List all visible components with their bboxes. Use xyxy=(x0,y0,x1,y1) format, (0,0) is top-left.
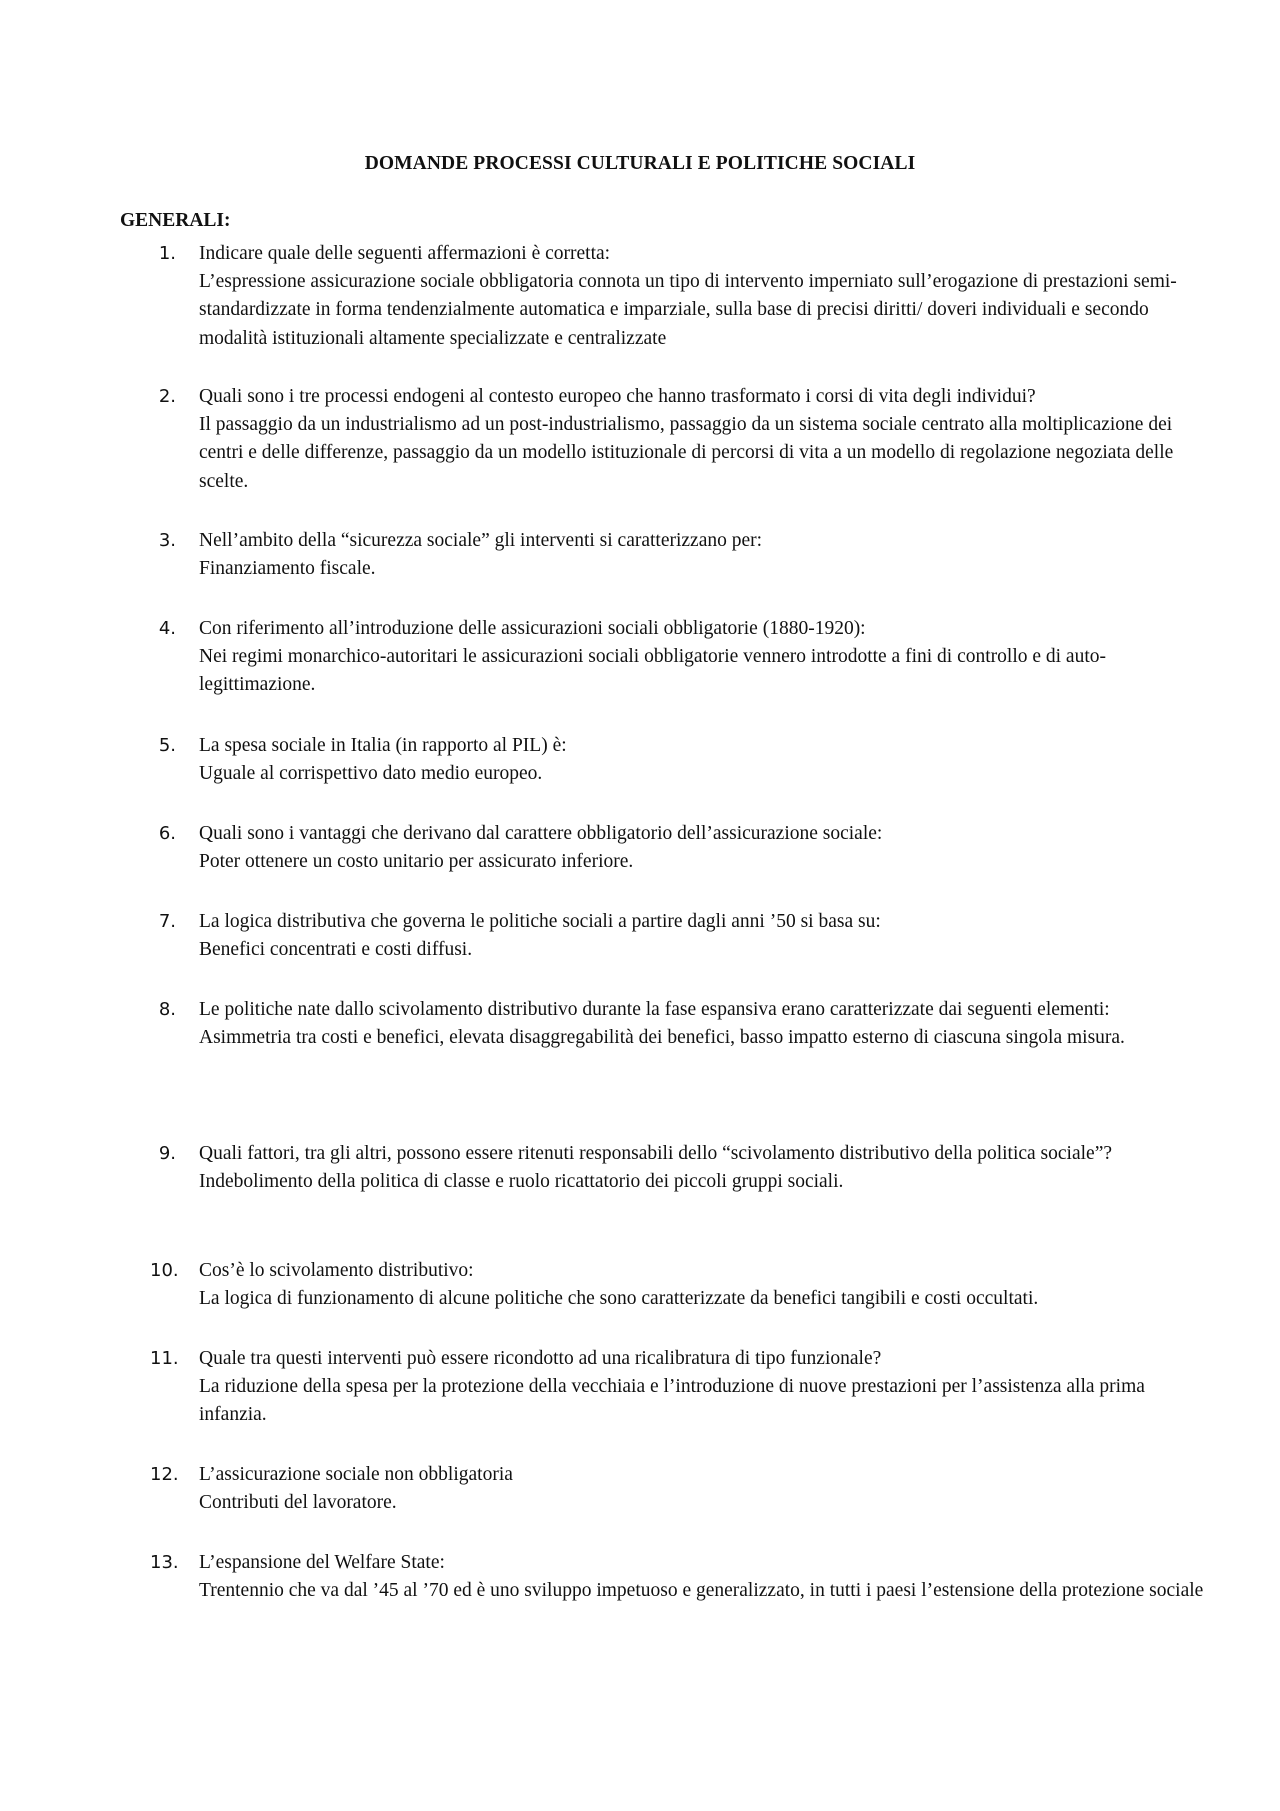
answer-text: Uguale al corrispettivo dato medio europeo. xyxy=(199,763,543,785)
question-body xyxy=(199,908,1209,964)
question-body xyxy=(199,240,1209,353)
answer-text: Nei regimi monarchico-autoritari le assicurazioni sociali obbligatorie vennero introdotte a fini di controllo e di auto-legittimazione. xyxy=(199,646,1106,696)
question-body xyxy=(199,1461,1209,1517)
question-body xyxy=(199,732,1209,788)
question-number: 7. xyxy=(158,911,176,932)
answer-text: Indebolimento della politica di classe e ruolo ricattatorio dei piccoli gruppi sociali. xyxy=(199,1171,844,1193)
question-body xyxy=(199,1345,1209,1430)
question-body xyxy=(199,527,1209,583)
question-body xyxy=(199,820,1209,876)
question-text: La logica distributiva che governa le politiche sociali a partire dagli anni ’50 si basa su: xyxy=(199,911,881,932)
question-number: 3. xyxy=(158,530,176,551)
answer-text: L’espressione assicurazione sociale obbligatoria connota un tipo di intervento imperniato sull’erogazione di prestazioni semi-standardizzate in forma tendenzialmente automatica e imparziale, sulla base di precisi diritti/ doveri individuali e secondo modalità istituzionali altamente specializzate e centralizzate xyxy=(199,271,1177,349)
section-heading: GENERALI: xyxy=(120,210,231,231)
question-body xyxy=(199,996,1209,1052)
answer-text: Poter ottenere un costo unitario per assicurato inferiore. xyxy=(199,851,634,873)
question-body xyxy=(199,1257,1209,1313)
answer-text: Il passaggio da un industrialismo ad un post-industrialismo, passaggio da un sistema sociale centrato alla moltiplicazione dei centri e delle differenze, passaggio da un modello istituzionale di percorsi di vita a un modello di regolazione negoziata delle scelte. xyxy=(199,414,1174,492)
question-number: 1. xyxy=(158,243,176,264)
question-text: Quale tra questi interventi può essere ricondotto ad una ricalibratura di tipo funzionale? xyxy=(199,1348,882,1369)
answer-text: Finanziamento fiscale. xyxy=(199,558,376,580)
document-title: DOMANDE PROCESSI CULTURALI E POLITICHE SOCIALI xyxy=(364,153,916,174)
question-text: Cos’è lo scivolamento distributivo: xyxy=(199,1260,474,1281)
question-number: 11. xyxy=(150,1348,179,1369)
question-text: Quali sono i tre processi endogeni al contesto europeo che hanno trasformato i corsi di vita degli individui? xyxy=(199,386,1036,407)
answer-text: La riduzione della spesa per la protezione della vecchiaia e l’introduzione di nuove prestazioni per l’assistenza alla prima infanzia. xyxy=(199,1376,1145,1426)
question-text: Le politiche nate dallo scivolamento distributivo durante la fase espansiva erano caratterizzate dai seguenti elementi: xyxy=(199,999,1110,1020)
question-number: 10. xyxy=(150,1260,179,1281)
question-text: Nell’ambito della “sicurezza sociale” gli interventi si caratterizzano per: xyxy=(199,530,763,551)
question-text: Indicare quale delle seguenti affermazioni è corretta: xyxy=(199,243,611,264)
question-number: 6. xyxy=(158,823,176,844)
question-number: 9. xyxy=(158,1143,176,1164)
answer-text: La logica di funzionamento di alcune politiche che sono caratterizzate da benefici tangibili e costi occultati. xyxy=(199,1288,1039,1310)
question-body xyxy=(199,1140,1209,1196)
question-number: 12. xyxy=(150,1464,179,1485)
answer-text: Asimmetria tra costi e benefici, elevata disaggregabilità dei benefici, basso impatto esterno di ciascuna singola misura. xyxy=(199,1027,1125,1049)
question-text: Con riferimento all’introduzione delle assicurazioni sociali obbligatorie (1880-1920): xyxy=(199,618,866,639)
question-body xyxy=(199,1549,1209,1605)
question-text: La spesa sociale in Italia (in rapporto al PIL) è: xyxy=(199,735,567,756)
question-body xyxy=(199,383,1209,496)
answer-text: Benefici concentrati e costi diffusi. xyxy=(199,939,473,961)
question-body xyxy=(199,615,1209,700)
answer-text: Trentennio che va dal ’45 al ’70 ed è uno sviluppo impetuoso e generalizzato, in tutti i paesi l’estensione della protezione sociale xyxy=(199,1580,1204,1602)
question-text: Quali sono i vantaggi che derivano dal carattere obbligatorio dell’assicurazione sociale: xyxy=(199,823,883,844)
question-number: 5. xyxy=(158,735,176,756)
question-number: 4. xyxy=(158,618,176,639)
question-number: 13. xyxy=(150,1552,179,1573)
question-text: Quali fattori, tra gli altri, possono essere ritenuti responsabili dello “scivolamento distributivo della politica sociale”? xyxy=(199,1143,1113,1164)
question-text: L’espansione del Welfare State: xyxy=(199,1552,445,1573)
question-number: 8. xyxy=(158,999,176,1020)
answer-text: Contributi del lavoratore. xyxy=(199,1492,397,1514)
question-text: L’assicurazione sociale non obbligatoria xyxy=(199,1464,513,1485)
question-number: 2. xyxy=(158,386,176,407)
